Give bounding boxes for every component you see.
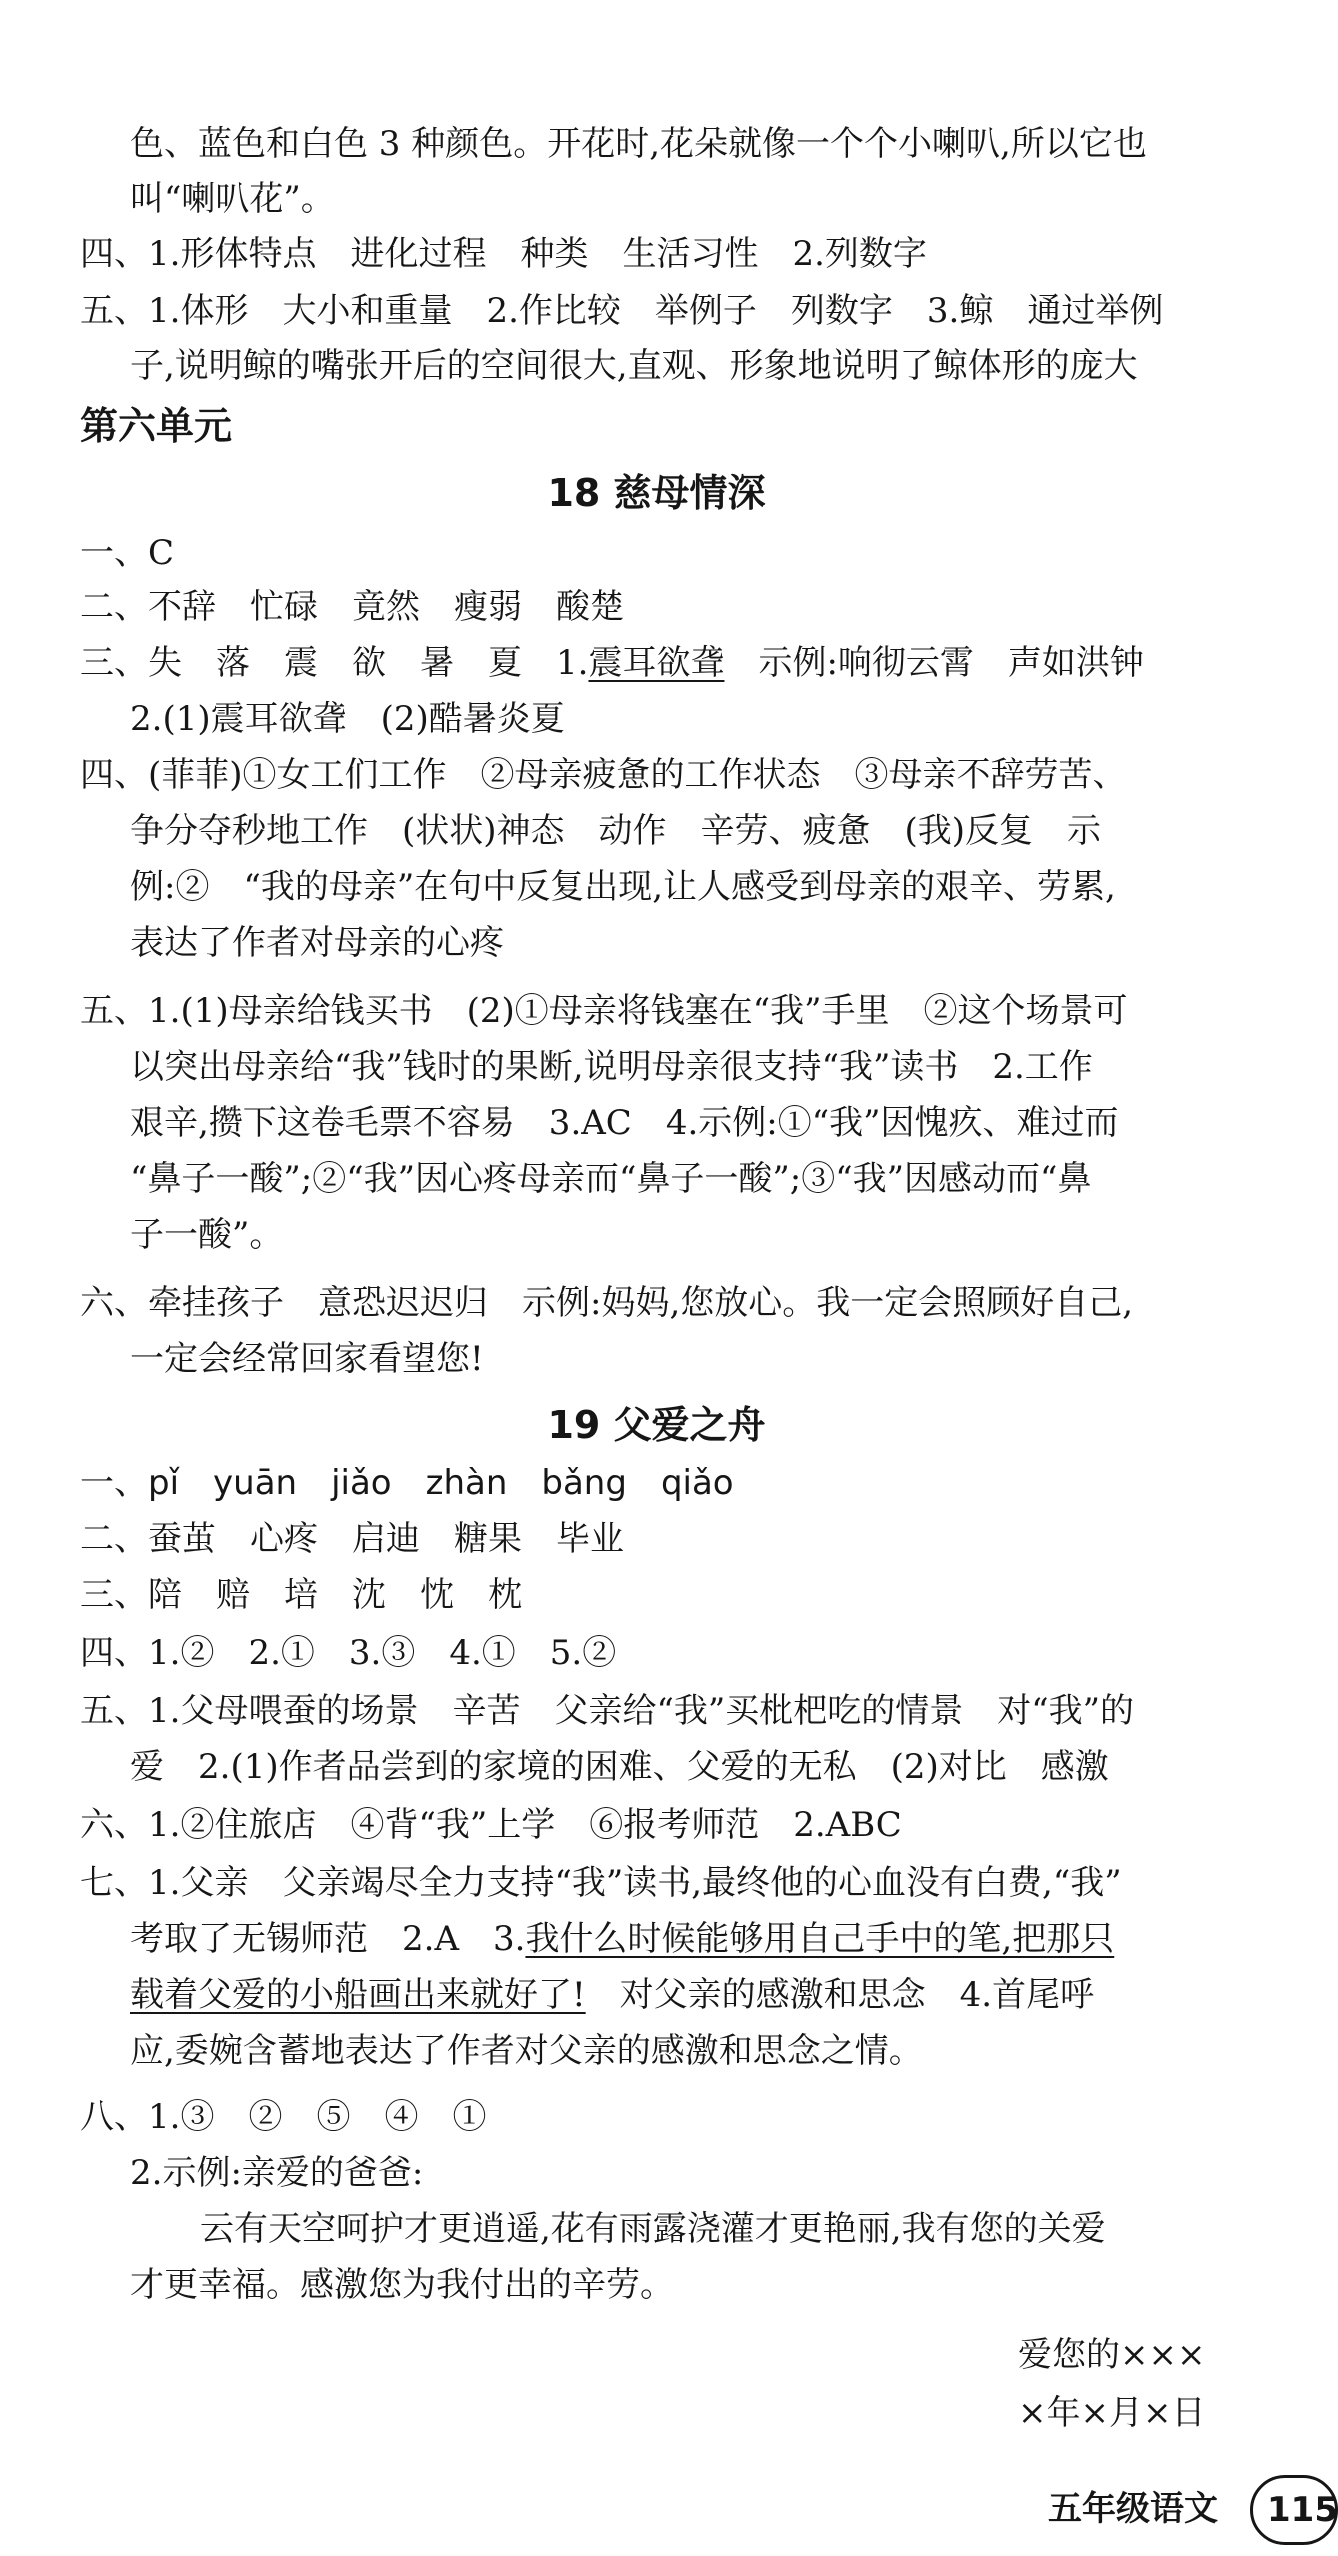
- l18-q6-line-1: 六、牵挂孩子 意恐迟迟归 示例:妈妈,您放心。我一定会照顾好自己,: [80, 1283, 1134, 1323]
- l19-q7-line-3: [130, 1974, 1094, 2016]
- l19-q4: 四、1.② 2.① 3.③ 4.① 5.②: [80, 1633, 617, 1673]
- prev-q5-line-1: 五、1.体形 大小和重量 2.作比较 举例子 列数字 3.鲸 通过举例: [80, 291, 1164, 331]
- lesson-18-title: 18 慈母情深: [547, 471, 766, 515]
- intro-line-1: 色、蓝色和白色 3 种颜色。开花时,花朵就像一个个小喇叭,所以它也: [130, 124, 1147, 164]
- l19-q1-pinyin: 一、pǐ yuān jiǎo zhàn bǎng qiǎo: [80, 1463, 734, 1503]
- l19-q3: 三、陪 赔 培 沈 忱 枕: [80, 1575, 522, 1615]
- l18-q3-line-2: 2.(1)震耳欲聋 (2)酷暑炎夏: [130, 699, 565, 739]
- letter-date: ×年×月×日: [1018, 2393, 1206, 2433]
- l19-q2: 二、蚕茧 心疼 启迪 糖果 毕业: [80, 1519, 624, 1559]
- l19-q7-underlined-sentence-part-1: 我什么时候能够用自己手中的笔,把那只: [525, 1919, 1115, 1959]
- prev-q5-line-2: 子,说明鲸的嘴张开后的空间很大,直观、形象地说明了鲸体形的庞大: [130, 346, 1138, 386]
- l19-q7-line-3-suffix: 对父亲的感激和思念 4.首尾呼: [585, 1975, 1095, 2015]
- l19-q5-line-1: 五、1.父母喂蚕的场景 辛苦 父亲给“我”买枇杷吃的情景 对“我”的: [80, 1691, 1134, 1731]
- l19-q8-line-2: 2.示例:亲爱的爸爸:: [130, 2153, 424, 2193]
- l18-q6-line-2: 一定会经常回家看望您!: [130, 1339, 484, 1379]
- l19-letter-line-1: 云有天空呵护才更逍遥,花有雨露浇灌才更艳丽,我有您的关爱: [200, 2209, 1106, 2249]
- letter-signature: 爱您的×××: [1018, 2335, 1206, 2375]
- l18-q3-line-1: [80, 642, 1144, 684]
- unit-heading: 第六单元: [80, 404, 233, 448]
- page-number: 115: [1267, 2490, 1338, 2530]
- l19-q7-line-2-prefix: 考取了无锡师范 2.A 3.: [130, 1919, 526, 1959]
- l19-q8-line-1: 八、1.③ ② ⑤ ④ ①: [80, 2097, 487, 2137]
- l18-q3-underlined-answer: 震耳欲聋: [588, 643, 725, 683]
- l18-q5-line-3: 艰辛,攒下这卷毛票不容易 3.AC 4.示例:①“我”因愧疚、难过而: [130, 1103, 1119, 1143]
- l18-q3-suffix: 示例:响彻云霄 声如洪钟: [724, 643, 1144, 683]
- l19-q7-line-1: 七、1.父亲 父亲竭尽全力支持“我”读书,最终他的心血没有白费,“我”: [80, 1863, 1122, 1903]
- footer-grade-subject: 五年级语文: [1048, 2489, 1218, 2529]
- page-number-badge: [1250, 2475, 1338, 2545]
- l19-q7-underlined-sentence-part-2: 载着父爱的小船画出来就好了!: [130, 1975, 586, 2015]
- l19-letter-line-2: 才更幸福。感激您为我付出的辛劳。: [130, 2265, 674, 2305]
- l18-q4-line-2: 争分夺秒地工作 (状状)神态 动作 辛劳、疲惫 (我)反复 示: [130, 811, 1102, 851]
- prev-q4: 四、1.形体特点 进化过程 种类 生活习性 2.列数字: [80, 234, 927, 274]
- l18-q1: 一、C: [80, 533, 175, 573]
- l18-q2: 二、不辞 忙碌 竟然 瘦弱 酸楚: [80, 587, 624, 627]
- l18-q5-line-1: 五、1.(1)母亲给钱买书 (2)①母亲将钱塞在“我”手里 ②这个场景可: [80, 991, 1128, 1031]
- l18-q4-line-1: 四、(菲菲)①女工们工作 ②母亲疲惫的工作状态 ③母亲不辞劳苦、: [80, 755, 1127, 795]
- l19-q7-line-4: 应,委婉含蓄地表达了作者对父亲的感激和思念之情。: [130, 2031, 923, 2071]
- l18-q5-line-2: 以突出母亲给“我”钱时的果断,说明母亲很支持“我”读书 2.工作: [130, 1047, 1093, 1087]
- l18-q3-prefix: 三、失 落 震 欲 暑 夏 1.: [80, 643, 589, 683]
- l19-q6: 六、1.②住旅店 ④背“我”上学 ⑥报考师范 2.ABC: [80, 1805, 902, 1845]
- l18-q4-line-3: 例:② “我的母亲”在句中反复出现,让人感受到母亲的艰辛、劳累,: [130, 867, 1116, 907]
- lesson-19-title: 19 父爱之舟: [547, 1403, 766, 1447]
- l19-q5-line-2: 爱 2.(1)作者品尝到的家境的困难、父爱的无私 (2)对比 感激: [130, 1747, 1109, 1787]
- l18-q5-line-4: “鼻子一酸”;②“我”因心疼母亲而“鼻子一酸”;③“我”因感动而“鼻: [130, 1159, 1092, 1199]
- l18-q4-line-4: 表达了作者对母亲的心疼: [130, 923, 504, 963]
- l18-q5-line-5: 子一酸”。: [130, 1215, 284, 1255]
- intro-line-2: 叫“喇叭花”。: [130, 179, 335, 219]
- l19-q7-line-2: [130, 1918, 1114, 1960]
